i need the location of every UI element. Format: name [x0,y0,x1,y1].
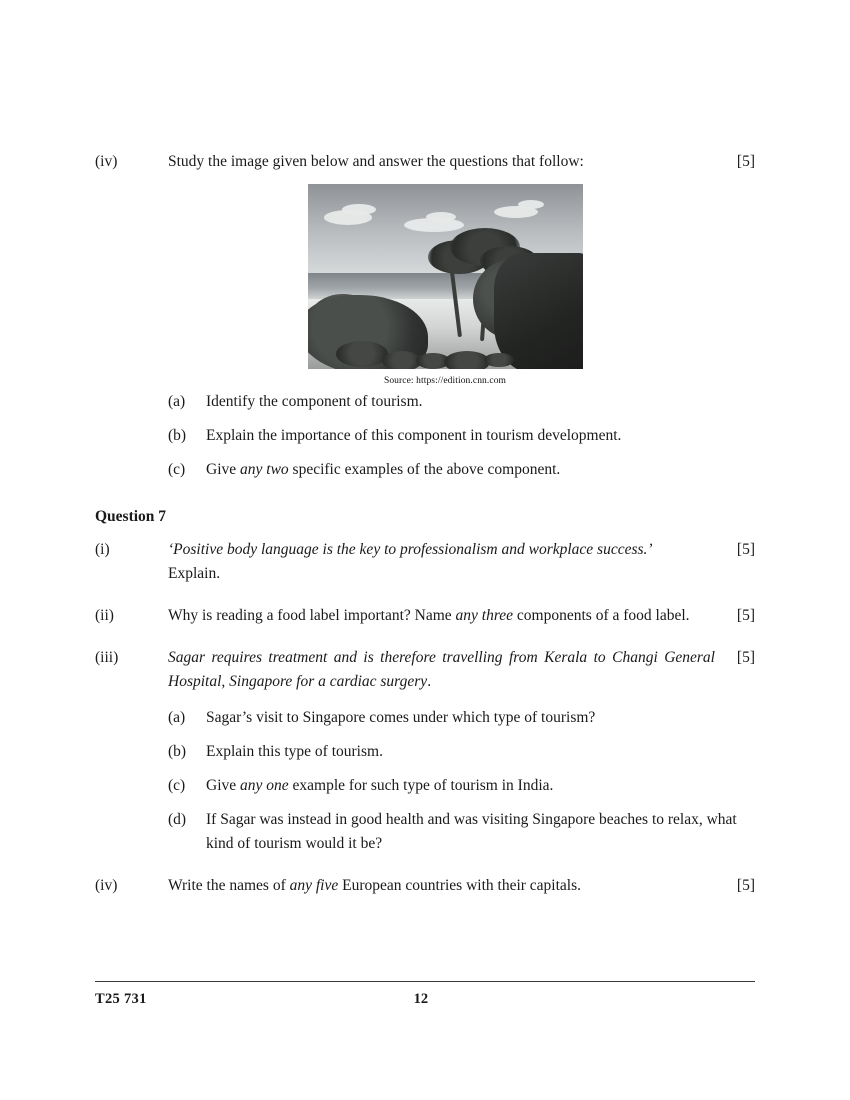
subitem-text: Identify the component of tourism. [206,393,423,411]
subitem-marker: (b) [168,427,187,445]
subitem-text-post: example for such type of tourism in India. [288,777,554,795]
subitem-text: Explain this type of tourism. [206,743,383,761]
subitem-text-pre: Give [206,461,241,479]
figure-block [95,184,755,386]
subitem-marker: (a) [168,709,186,727]
figure-source-caption: Source: https://edition.cnn.com [383,376,507,387]
subitem-row-iii-a [168,706,755,730]
marks-allocation: [5] [736,877,755,895]
item-text [168,874,715,898]
marks-allocation: [5] [736,541,755,559]
subitem-text-emphasis: any two [240,461,289,479]
subitem-row-iii-c [168,774,755,798]
subitem-text: Explain the importance of this component in tourism development. [206,427,622,445]
item-text [168,646,715,694]
subitem-text: Sagar’s visit to Singapore comes under which type of tourism? [206,709,596,727]
item-text-post: components of a food label. [513,607,690,625]
page-number: 12 [413,991,429,1007]
item-text [168,538,715,586]
item-marker: (iv) [95,153,118,170]
item-text-emphasis: any three [455,607,514,625]
cloud-shape [518,200,544,209]
footer-divider [95,981,755,982]
item-stem-emphasis: Sagar requires treatment and is therefore travelling from Kerala to Changi General Hospital, Singapore for a cardiac surgery [168,649,715,691]
subitem-row-a [168,390,755,414]
marks-allocation: [5] [736,607,755,625]
item-marker: (ii) [95,607,114,625]
subitem-marker: (c) [168,461,186,479]
question-row-iii [95,646,755,694]
subitem-text-emphasis: any one [240,777,289,795]
shrub [484,353,514,367]
item-text-post: European countries with their capitals. [338,877,582,895]
marks-allocation: [5] [736,649,755,667]
question-row-iv-image [95,150,755,174]
subitem-marker: (c) [168,777,186,795]
subitem-row-b [168,424,755,448]
shrub [444,351,490,369]
paper-code: T25 731 [95,991,147,1007]
question-row-ii [95,604,755,628]
subitem-text [206,458,755,482]
item-marker: (iv) [95,877,118,895]
subitem-row-iii-b [168,740,755,764]
question-row-iv [95,874,755,898]
item-text [168,604,715,628]
subitem-row-c [168,458,755,482]
item-text: Study the image given below and answer the questions that follow: [168,153,584,170]
subitem-marker: (a) [168,393,186,411]
subitem-row-iii-d [168,808,755,856]
question-row-i [95,538,755,586]
item-stem-end: . [427,673,432,691]
item-marker: (i) [95,541,110,559]
subitem-text: If Sagar was instead in good health and was visiting Singapore beaches to relax, what kind of tourism would it be? [206,811,737,853]
subitem-text-pre: Give [206,777,241,795]
subitem-marker: (d) [168,811,187,829]
item-text-emphasis: any five [289,877,339,895]
item-text-after: Explain. [168,565,221,583]
item-quote: ‘Positive body language is the key to professionalism and workplace success.’ [168,541,653,559]
subitem-text-post: specific examples of the above component. [288,461,561,479]
cloud-shape [426,212,456,222]
marks-allocation: [5] [736,153,755,170]
item-marker: (iii) [95,649,119,667]
subitem-text [206,774,755,798]
question-heading: Question 7 [95,508,167,526]
cloud-shape [342,204,376,215]
item-text-pre: Why is reading a food label important? Name [168,607,456,625]
page-footer [95,991,755,1008]
item-text-pre: Write the names of [168,877,290,895]
shrub [336,341,388,367]
subitem-marker: (b) [168,743,187,761]
beach-photograph [308,184,583,369]
rock-mass [494,253,583,369]
